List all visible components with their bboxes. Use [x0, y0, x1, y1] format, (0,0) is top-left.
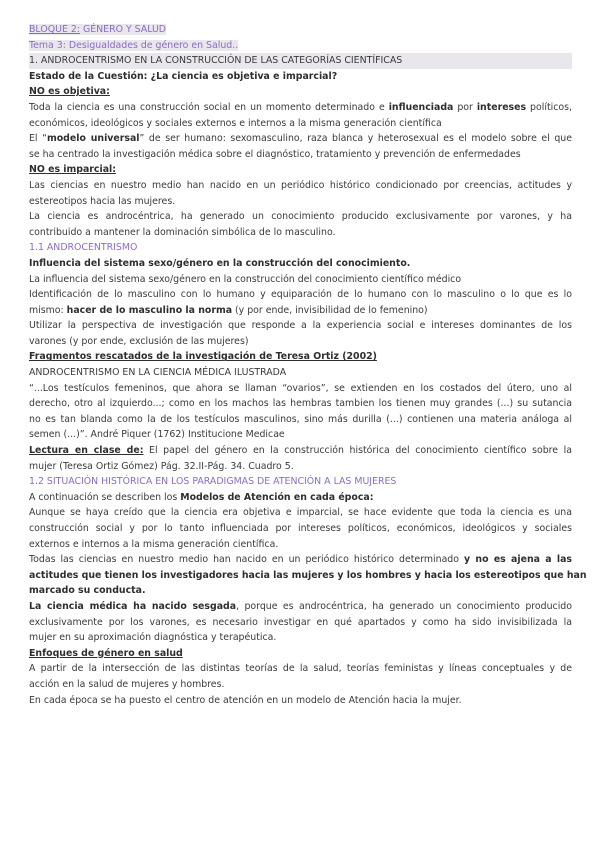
paragraph-line: externos e internos a la misma generación científica.	[29, 538, 279, 550]
paragraph-line: Utilizar la perspectiva de investigación que responde a la experiencia social e intereses dominantes de los	[29, 320, 572, 332]
paragraph-line: La ciencia médica ha nacido sesgada, porque es androcéntrica, ha generado un conocimiento producido	[29, 600, 572, 612]
paragraph-line: Toda la ciencia es una construcción social en un momento determinado e influenciada por intereses políticos,	[29, 101, 572, 113]
section-1-1-title: 1.1 ANDROCENTRISMO	[29, 242, 138, 254]
quote-line: “...Los testículos femeninos, que ahora se llaman “ovarios”, se extienden en los costados del útero, uno al	[29, 382, 572, 394]
bloque-label: BLOQUE 2:	[29, 24, 80, 35]
paragraph-line: El “modelo universal” de ser humano: sexomasculino, raza blanca y heterosexual es el modelo sobre el que	[29, 133, 572, 145]
paragraph-line: mujer en su aproximación diagnóstica y terapéutica.	[29, 632, 277, 644]
paragraph-line: exclusivamente por los varones, es necesario investigar en qué apartados y como ha sido invisibilizada la	[29, 616, 572, 628]
paragraph-line: acción en la salud de mujeres y hombres.	[29, 678, 225, 690]
bloque-title: GÉNERO Y SALUD	[79, 24, 167, 35]
quote-line: semen (...)”. André Piquer (1762) Institucione Medicae	[29, 429, 285, 441]
section-1-title: 1. ANDROCENTRISMO EN LA CONSTRUCCIÓN DE LAS CATEGORÍAS CIENTÍFICAS	[29, 53, 572, 69]
section-1-heading	[29, 53, 572, 69]
paragraph-line: construcción social y por lo tanto influenciada por intereses políticos, económicos, ideológicos y sociales	[29, 523, 572, 534]
paragraph-line: Identificación de lo masculino con lo humano y equiparación de lo humano con lo masculino o lo que es lo	[29, 289, 572, 301]
lectura-label: Lectura en clase de:	[29, 445, 144, 457]
paragraph-line: En cada época se ha puesto el centro de atención en un modelo de Atención hacia la mujer.	[29, 694, 462, 706]
enfoques-heading: Enfoques de género en salud	[29, 647, 183, 659]
tema-text: Tema 3: Desigualdades de género en Salud..	[29, 39, 239, 51]
paragraph-line: Aunque se haya creído que la ciencia era objetiva e imparcial, se hace evidente que toda la ciencia es una	[29, 507, 572, 519]
paragraph-line: A partir de la intersección de las distintas teorías de la salud, teorías feministas y líneas conceptuales y de	[29, 663, 572, 675]
section-1-2-title: 1.2 SITUACIÓN HISTÓRICA EN LOS PARADIGMAS DE ATENCIÓN A LAS MUJERES	[29, 476, 397, 488]
quote-line: derecho, otro al izquierdo...; como en los machos las hembras tambien los tienen muy grandes (...) su sutancia	[29, 398, 572, 410]
androcentrismo-ilustrada: ANDROCENTRISMO EN LA CIENCIA MÉDICA ILUSTRADA	[29, 367, 287, 379]
paragraph-line: estereotipos hacia las mujeres.	[29, 195, 176, 207]
paragraph-line: mujer (Teresa Ortiz Gómez) Pág. 32.II-Pág. 34. Cuadro 5.	[29, 460, 294, 472]
paragraph-line: marcado su conducta.	[29, 585, 146, 597]
paragraph-line: varones (y por ende, exclusión de las mujeres)	[29, 335, 249, 347]
tema-heading	[29, 38, 572, 54]
no-objetiva-heading: NO es objetiva:	[29, 86, 110, 98]
no-imparcial-heading: NO es imparcial:	[29, 164, 116, 176]
paragraph-line: La influencia del sistema sexo/género en la construcción del conocimiento científico médico	[29, 273, 462, 285]
bloque-heading	[29, 22, 572, 38]
paragraph-line: Las ciencias en nuestro medio han nacido en un periódico histórico condicionado por creencias, actitudes y	[29, 179, 572, 191]
paragraph-line: actitudes que tienen los investigadores hacia las mujeres y los hombres y hacia los estereotipos que han	[29, 569, 587, 581]
paragraph-line: se ha centrado la investigación médica sobre el diagnóstico, tratamiento y prevención de enfermedades	[29, 148, 521, 160]
paragraph-line: contribuido a mantener la dominación simbólica de lo masculino.	[29, 226, 336, 238]
fragmentos-heading: Fragmentos rescatados de la investigación de Teresa Ortiz (2002)	[29, 351, 377, 363]
paragraph-line: Todas las ciencias en nuestro medio han nacido en un periódico histórico determinado y no es ajena a las	[29, 554, 572, 566]
paragraph-line: mismo: hacer de lo masculino la norma (y por ende, invisibilidad de lo femenino)	[29, 304, 428, 316]
paragraph-line: La ciencia es androcéntrica, ha generado un conocimiento producido exclusivamente por varones, y ha	[29, 211, 572, 223]
paragraph-line: económicos, ideológicos y sociales externos e internos a la misma generación científica	[29, 117, 442, 129]
estado-cuestion: Estado de la Cuestión: ¿La ciencia es objetiva e imparcial?	[29, 70, 338, 82]
quote-line: no es tan blanda como la de los testículos masculinos, sino más durilla (...) contienen una materia análoga al	[29, 413, 572, 425]
influencia-heading: Influencia del sistema sexo/género en la construcción del conocimiento.	[29, 257, 411, 269]
lectura-line: Lectura en clase de: El papel del género en la construcción histórica del conocimiento científico sobre la	[29, 445, 572, 457]
paragraph-line: A continuación se describen los Modelos de Atención en cada época:	[29, 491, 374, 503]
